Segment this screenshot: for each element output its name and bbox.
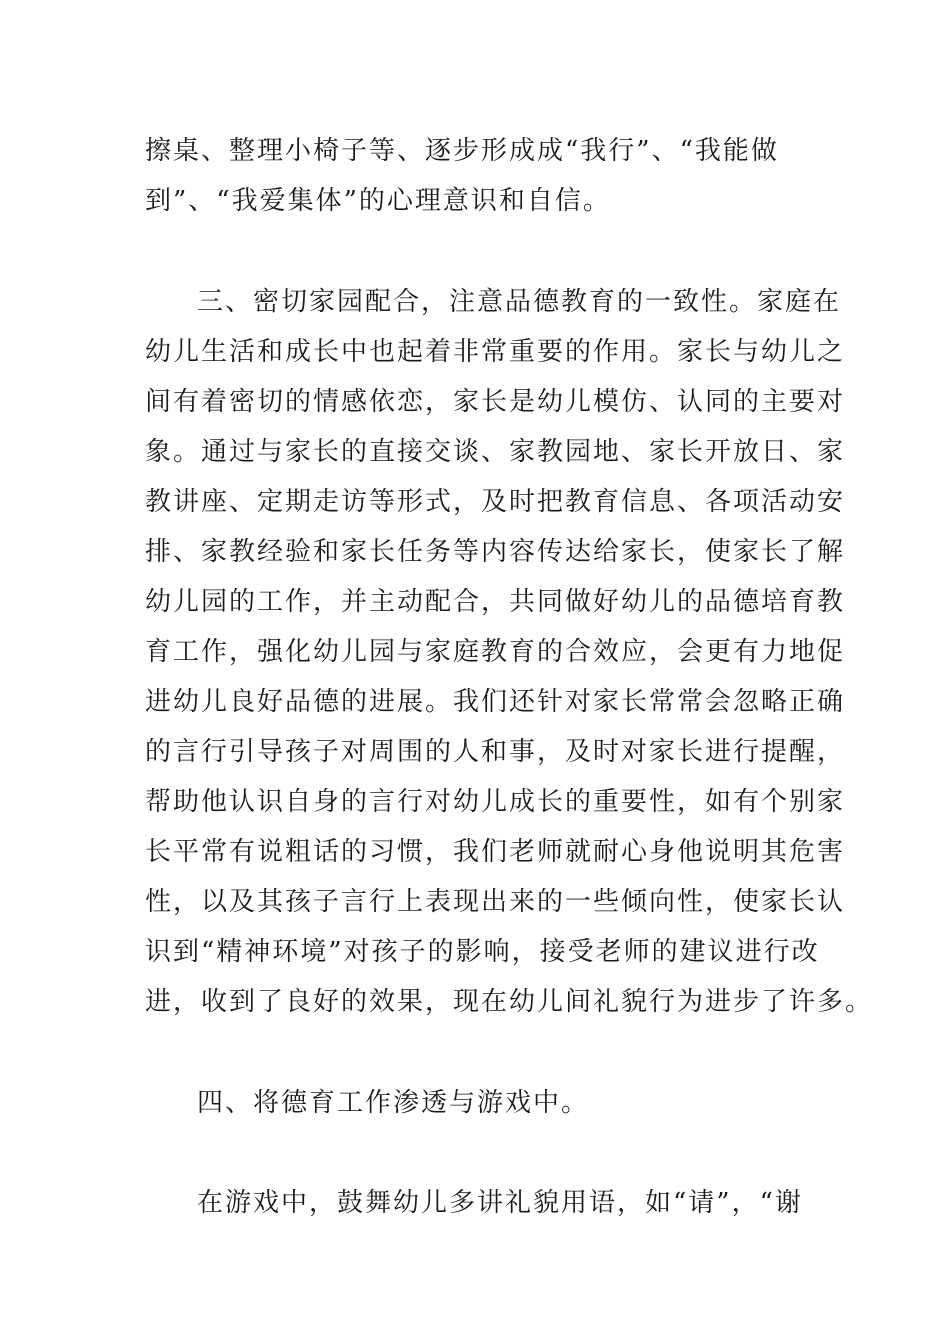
- p2-line-4: 象。通过与家长的直接交谈、家教园地、家长开放日、家: [145, 437, 846, 467]
- p2-line-6: 排、家教经验和家长任务等内容传达给家长，使家长了解: [145, 537, 846, 567]
- p2-line-5: 教讲座、定期走访等形式，及时把教育信息、各项活动安: [145, 487, 846, 517]
- p2-line-13: 性，以及其孩子言行上表现出来的一些倾向性，使家长认: [145, 887, 846, 917]
- p2-line-8: 育工作，强化幼儿园与家庭教育的合效应，会更有力地促: [145, 637, 846, 667]
- p2-line-1: 三、密切家园配合，注意品德教育的一致性。家庭在: [197, 287, 842, 317]
- p2-line-7: 幼儿园的工作，并主动配合，共同做好幼儿的品德培育教: [145, 587, 846, 617]
- p2-line-10: 的言行引导孩子对周围的人和事，及时对家长进行提醒，: [145, 737, 846, 767]
- p2-line-11: 帮助他认识自身的言行对幼儿成长的重要性，如有个别家: [145, 787, 846, 817]
- p1-line-1: 擦桌、整理小椅子等、逐步形成成“我行”、“我能做: [145, 136, 779, 166]
- p3-line-1: 四、将德育工作渗透与游戏中。: [197, 1088, 590, 1118]
- p2-line-15: 进，收到了良好的效果，现在幼儿间礼貌行为进步了许多。: [145, 987, 874, 1017]
- p2-line-3: 间有着密切的情感依恋，家长是幼儿模仿、认同的主要对: [145, 387, 846, 417]
- p2-line-9: 进幼儿良好品德的进展。我们还针对家长常常会忽略正确: [145, 687, 846, 717]
- p1-line-2: 到”、“我爱集体”的心理意识和自信。: [145, 186, 611, 216]
- p2-line-2: 幼儿生活和成长中也起着非常重要的作用。家长与幼儿之: [145, 337, 846, 367]
- p2-line-12: 长平常有说粗话的习惯，我们老师就耐心身他说明其危害: [145, 837, 846, 867]
- p4-line-1: 在游戏中，鼓舞幼儿多讲礼貌用语，如“请”，“谢: [197, 1188, 803, 1218]
- p2-line-14: 识到“精神环境”对孩子的影响，接受老师的建议进行改: [145, 937, 820, 967]
